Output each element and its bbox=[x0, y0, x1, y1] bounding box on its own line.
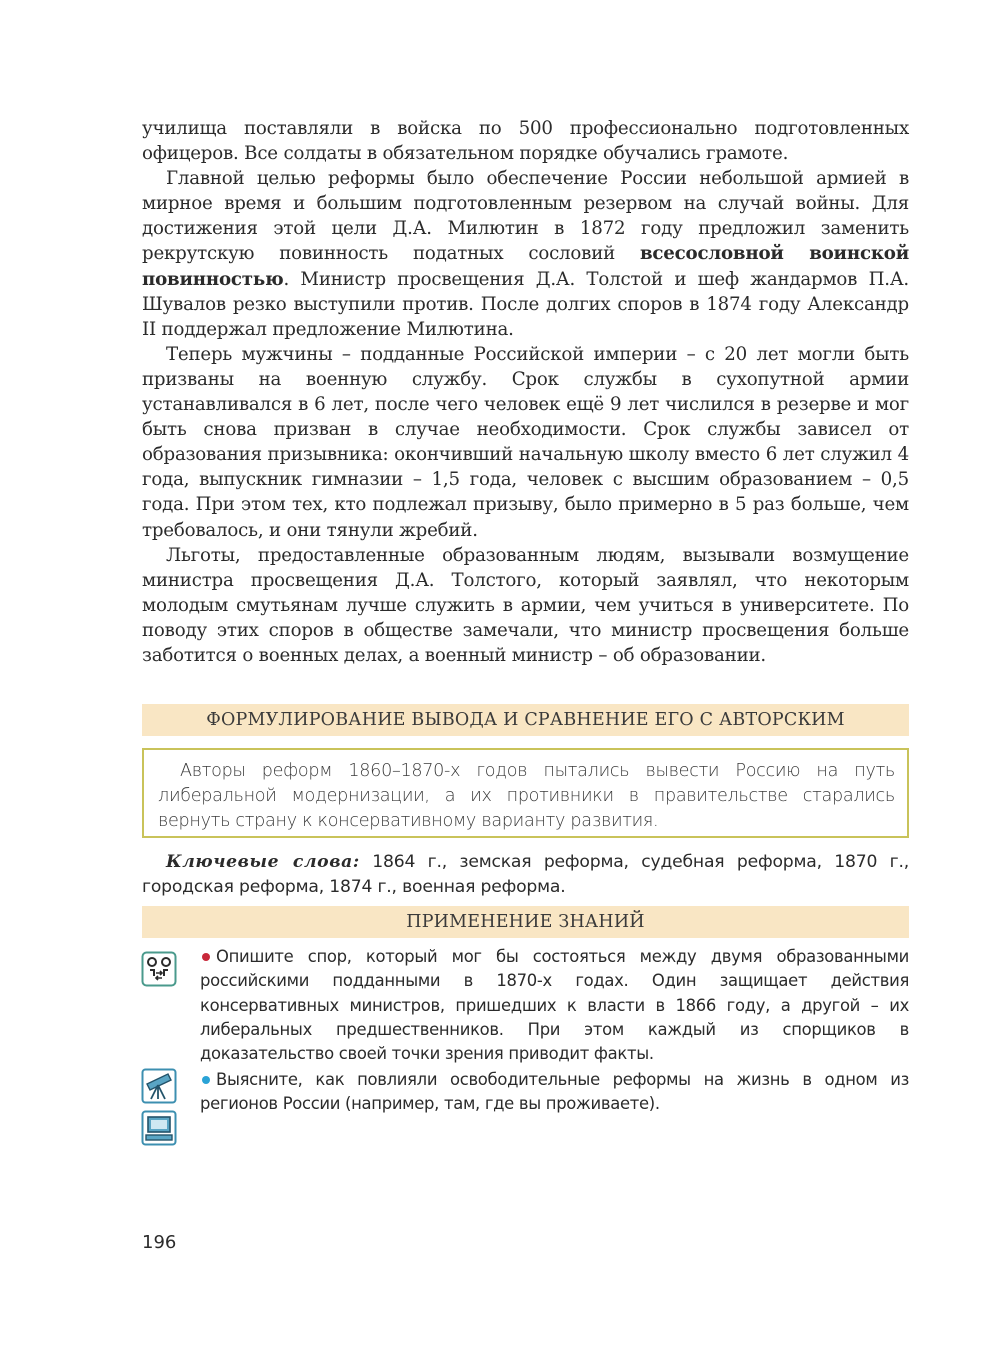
main-text bbox=[142, 116, 909, 668]
paragraph-2 bbox=[142, 166, 909, 342]
task-1-text: Опишите спор, который мог бы состояться между двумя образованными российскими подданными в 1870-х годах. Один защищает действия консервативных министров, пришедших к власти в 1866 году, а другой – их либеральных предшественников. При этом каждый из спорщиков в доказательство своей точки зрения приводит факты. bbox=[200, 947, 909, 1064]
application-heading: ПРИМЕНЕНИЕ ЗНАНИЙ bbox=[142, 906, 909, 938]
bullet-red bbox=[202, 953, 210, 961]
keywords bbox=[142, 850, 909, 900]
paragraph-1: училища поставляли в войска по 500 профессионально подготовленных офицеров. Все солдаты в обязательном порядке обучались грамоте. bbox=[142, 118, 909, 165]
conclusion-box bbox=[142, 748, 909, 838]
paragraph-2-end: . Министр просвещения Д.А. Толстой и шеф жандармов П.А. Шувалов резко выступили против. После долгих споров в 1874 году Александр II поддержал предложение Милютина. bbox=[142, 268, 909, 340]
task-2 bbox=[200, 1068, 909, 1117]
task-2-text: Выясните, как повлияли освободительные реформы на жизнь в одном из регионов России (например, там, где вы проживаете). bbox=[200, 1070, 909, 1114]
keywords-list: 1864 г., земская реформа, судебная реформа, 1870 г., городская реформа, 1874 г., военная реформа. bbox=[142, 852, 910, 897]
debate-icon bbox=[141, 951, 177, 987]
key-term: всесословной воинской повинностью bbox=[142, 243, 909, 290]
conclusion-text: Авторы реформ 1860–1870-х годов пытались вывести Россию на путь либеральной модернизации, а их противники в правительстве старались вернуть страну к консервативному варианту развития. bbox=[158, 761, 895, 831]
paragraph-2-start: Главной целью реформы было обеспечение России небольшой армией в мирное время и большим подготовленным резервом на случай войны. Для достижения этой цели Д.А. Милютин в 1872 году предложил заменить рекрутскую повинность податных сословий bbox=[142, 168, 909, 265]
bullet-blue bbox=[202, 1076, 210, 1084]
page-number: 196 bbox=[142, 1232, 177, 1253]
keywords-label: Ключевые слова: bbox=[166, 852, 360, 872]
conclusion-heading: ФОРМУЛИРОВАНИЕ ВЫВОДА И СРАВНЕНИЕ ЕГО С АВТОРСКИМ bbox=[142, 704, 909, 736]
computer-icon bbox=[141, 1110, 177, 1146]
paragraph-4: Льготы, предоставленные образованным людям, вызывали возмущение министра просвещения Д.А. Толстого, который заявлял, что некоторым молодым смутьянам лучше служить в армии, чем учиться в университете. По поводу этих споров в обществе замечали, что министр просвещения больше заботится о военных делах, а военный министр – об образовании. bbox=[142, 544, 909, 666]
paragraph-3: Теперь мужчины – подданные Российской империи – с 20 лет могли быть призваны на военную службу. Срок службы в сухопутной армии устанавливался в 6 лет, после чего человек ещё 9 лет числился в резерве и мог быть снова призван в случае необходимости. Срок службы зависел от образования призывника: окончивший начальную школу вместо 6 лет служил 4 года, выпускник гимназии – 1,5 года, человек с высшим образованием – 0,5 года. При этом тех, кто подлежал призыву, было примерно в 5 раз больше, чем требовалось, и они тянули жребий. bbox=[142, 343, 909, 541]
telescope-icon bbox=[141, 1068, 177, 1104]
task-1 bbox=[200, 945, 909, 1066]
